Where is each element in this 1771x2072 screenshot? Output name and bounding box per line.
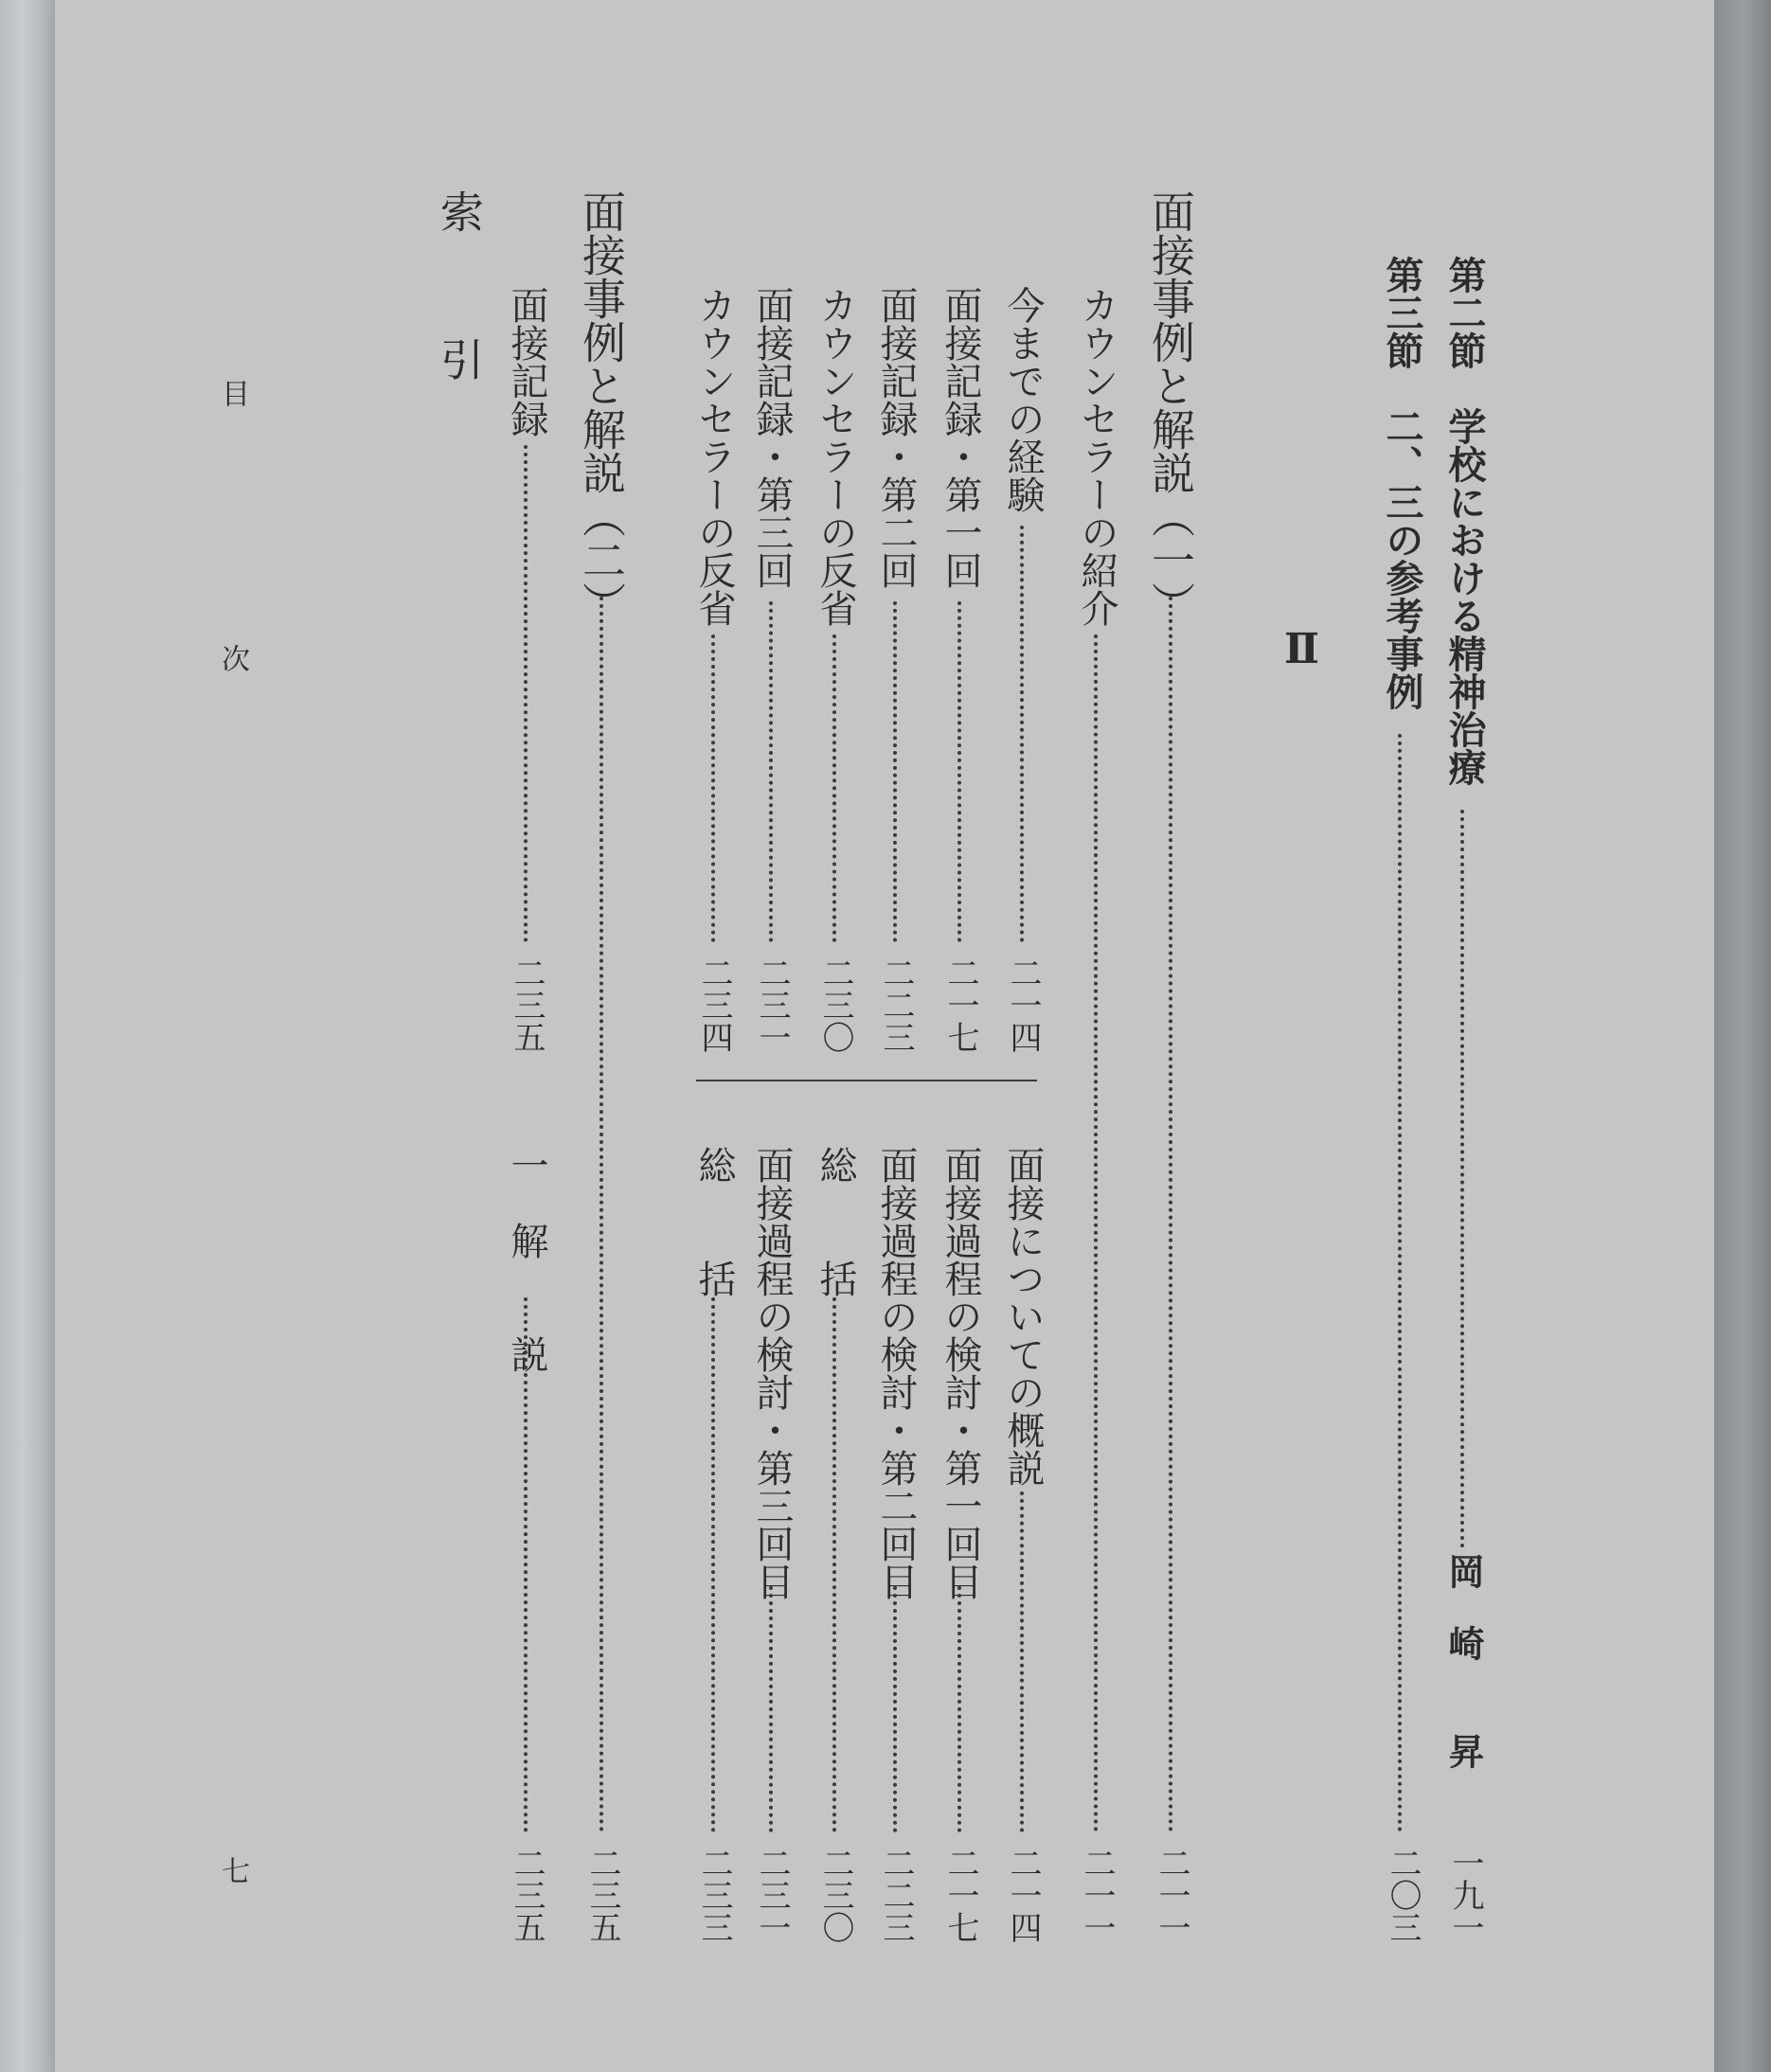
leader-dots xyxy=(1398,734,1402,1832)
toc-entry-page: 二二三 xyxy=(877,956,915,1053)
toc-entry-page: 二一七 xyxy=(941,956,979,1053)
toc-entry-title: 総 括 xyxy=(692,1146,736,1297)
toc-entry-page: 二一七 xyxy=(941,1847,979,1943)
toc-entry-title: 第三節 二、三の参考事例 xyxy=(1380,256,1424,710)
background-left xyxy=(0,0,55,2072)
toc-entry-title: 一 解 説 xyxy=(505,1146,548,1373)
leader-dots xyxy=(599,597,603,1832)
leader-dots xyxy=(832,634,836,942)
toc-entry-page: 二一四 xyxy=(1004,1847,1042,1943)
toc-entry-title: カウンセラーの紹介 xyxy=(1075,286,1118,627)
leader-dots xyxy=(769,601,773,942)
toc-entry-page: 二三五 xyxy=(508,1847,546,1943)
leader-dots xyxy=(711,1297,715,1832)
toc-entry-title: 今までの経験 xyxy=(1001,286,1045,513)
toc-entry-page: 二〇三 xyxy=(1384,1847,1422,1943)
toc-entry-title: 面接過程の検討・第一回目 xyxy=(939,1146,982,1600)
toc-entry-title: カウンセラーの反省 xyxy=(692,286,736,627)
toc-entry-title: 面接記録・第三回 xyxy=(750,286,794,589)
toc-entry-page: 二二三 xyxy=(877,1847,915,1943)
page-edge-right xyxy=(1714,0,1771,2072)
toc-entry-page: 二三一 xyxy=(753,956,791,1053)
leader-dots xyxy=(1460,810,1464,1548)
toc-entry-page: 二一一 xyxy=(1078,1847,1116,1943)
page-number: 七 xyxy=(216,1856,249,1884)
leader-dots xyxy=(893,1586,897,1832)
toc-entry-page: 二一四 xyxy=(1004,956,1042,1053)
toc-section-title: 面接事例と解説（一） xyxy=(1145,189,1196,625)
leader-dots xyxy=(524,445,528,942)
toc-entry-title: カウンセラーの反省 xyxy=(814,286,857,627)
leader-dots xyxy=(1094,634,1098,1832)
leader-dots xyxy=(957,1586,961,1832)
leader-dots xyxy=(1020,1491,1024,1832)
leader-dots xyxy=(769,1586,773,1832)
toc-entry-author: 岡 崎 昇 xyxy=(1442,1553,1485,1769)
toc-entry-title: 面接過程の検討・第二回目 xyxy=(874,1146,918,1600)
toc-entry-title: 総 括 xyxy=(814,1146,857,1297)
toc-entry-page: 二三〇 xyxy=(816,1847,854,1943)
toc-entry-page: 二三五 xyxy=(583,1847,621,1943)
separator-line xyxy=(696,1080,1037,1081)
toc-entry-page: 二三一 xyxy=(753,1847,791,1943)
leader-dots xyxy=(893,601,897,942)
leader-dots xyxy=(524,1297,528,1832)
toc-section-title: 面接事例と解説（二） xyxy=(576,189,627,625)
leader-dots xyxy=(1169,597,1172,1832)
part-heading: Ⅱ xyxy=(1278,625,1326,673)
toc-entry-title: 第二節 学校における精神治療 xyxy=(1442,256,1487,786)
toc-entry-title: 面接記録 xyxy=(505,286,548,438)
leader-dots xyxy=(957,601,961,942)
leader-dots xyxy=(832,1297,836,1832)
toc-entry-page: 二一一 xyxy=(1153,1847,1190,1943)
toc-entry-title: 面接についての概説 xyxy=(1001,1146,1045,1487)
toc-entry-title: 面接過程の検討・第三回目 xyxy=(750,1146,794,1600)
toc-entry-page: 二三五 xyxy=(508,956,546,1053)
toc-entry-title: 面接記録・第一回 xyxy=(939,286,982,589)
toc-entry-title: 面接記録・第二回 xyxy=(874,286,918,589)
toc-entry-page: 二三四 xyxy=(695,956,733,1053)
toc-entry-page: 一九一 xyxy=(1446,1847,1484,1943)
running-head: 目 次 xyxy=(216,379,249,710)
toc-entry-page: 二三三 xyxy=(695,1847,733,1943)
toc-entry-page: 二三〇 xyxy=(816,956,854,1053)
leader-dots xyxy=(711,634,715,942)
index-title: 索 引 xyxy=(434,189,485,386)
leader-dots xyxy=(1020,526,1024,942)
